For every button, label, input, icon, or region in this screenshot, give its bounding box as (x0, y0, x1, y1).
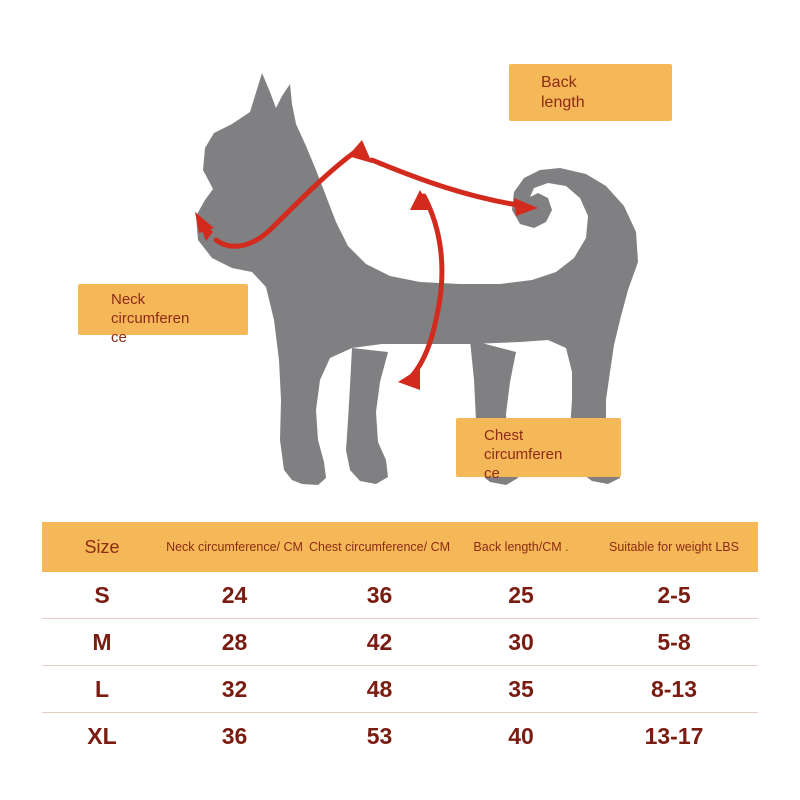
header-neck: Neck circumference/ CM (162, 522, 307, 572)
cell-back: 30 (452, 619, 590, 666)
cell-neck: 32 (162, 666, 307, 713)
cell-neck: 24 (162, 572, 307, 619)
callout-neck-line3: ce (111, 328, 127, 346)
cell-neck: 28 (162, 619, 307, 666)
size-table-header (42, 522, 758, 572)
callout-back-length-line2: length (541, 94, 585, 111)
callout-neck-line2: circumferen (111, 309, 190, 327)
table-row (42, 619, 758, 666)
callout-back-length (509, 64, 672, 121)
cell-size: M (42, 619, 162, 666)
table-row (42, 572, 758, 619)
cell-chest: 36 (307, 572, 452, 619)
size-table-body (42, 572, 758, 759)
callout-chest-line3: ce (484, 464, 500, 482)
header-weight: Suitable for weight LBS (590, 522, 758, 572)
table-header-row (42, 522, 758, 572)
callout-back-length-line1: Back (541, 74, 577, 91)
cell-chest: 53 (307, 713, 452, 760)
callout-chest-line2: circumferen (484, 445, 563, 463)
cell-weight: 5-8 (590, 619, 758, 666)
table-row (42, 713, 758, 760)
size-table (42, 522, 758, 759)
callout-chest-circumference (456, 418, 621, 482)
cell-weight: 2-5 (590, 572, 758, 619)
cell-size: XL (42, 713, 162, 760)
cell-size: S (42, 572, 162, 619)
cell-chest: 42 (307, 619, 452, 666)
callout-neck-circumference (78, 284, 248, 346)
cell-back: 35 (452, 666, 590, 713)
cell-back: 40 (452, 713, 590, 760)
cell-weight: 13-17 (590, 713, 758, 760)
cell-back: 25 (452, 572, 590, 619)
cell-chest: 48 (307, 666, 452, 713)
header-size: Size (42, 522, 162, 572)
callout-chest-line1: Chest (484, 427, 524, 444)
header-chest: Chest circumference/ CM (307, 522, 452, 572)
cell-neck: 36 (162, 713, 307, 760)
cell-weight: 8-13 (590, 666, 758, 713)
back-arrow-path (372, 160, 524, 206)
callout-neck-line1: Neck (111, 291, 146, 308)
table-row (42, 666, 758, 713)
cell-size: L (42, 666, 162, 713)
header-back: Back length/CM . (452, 522, 590, 572)
